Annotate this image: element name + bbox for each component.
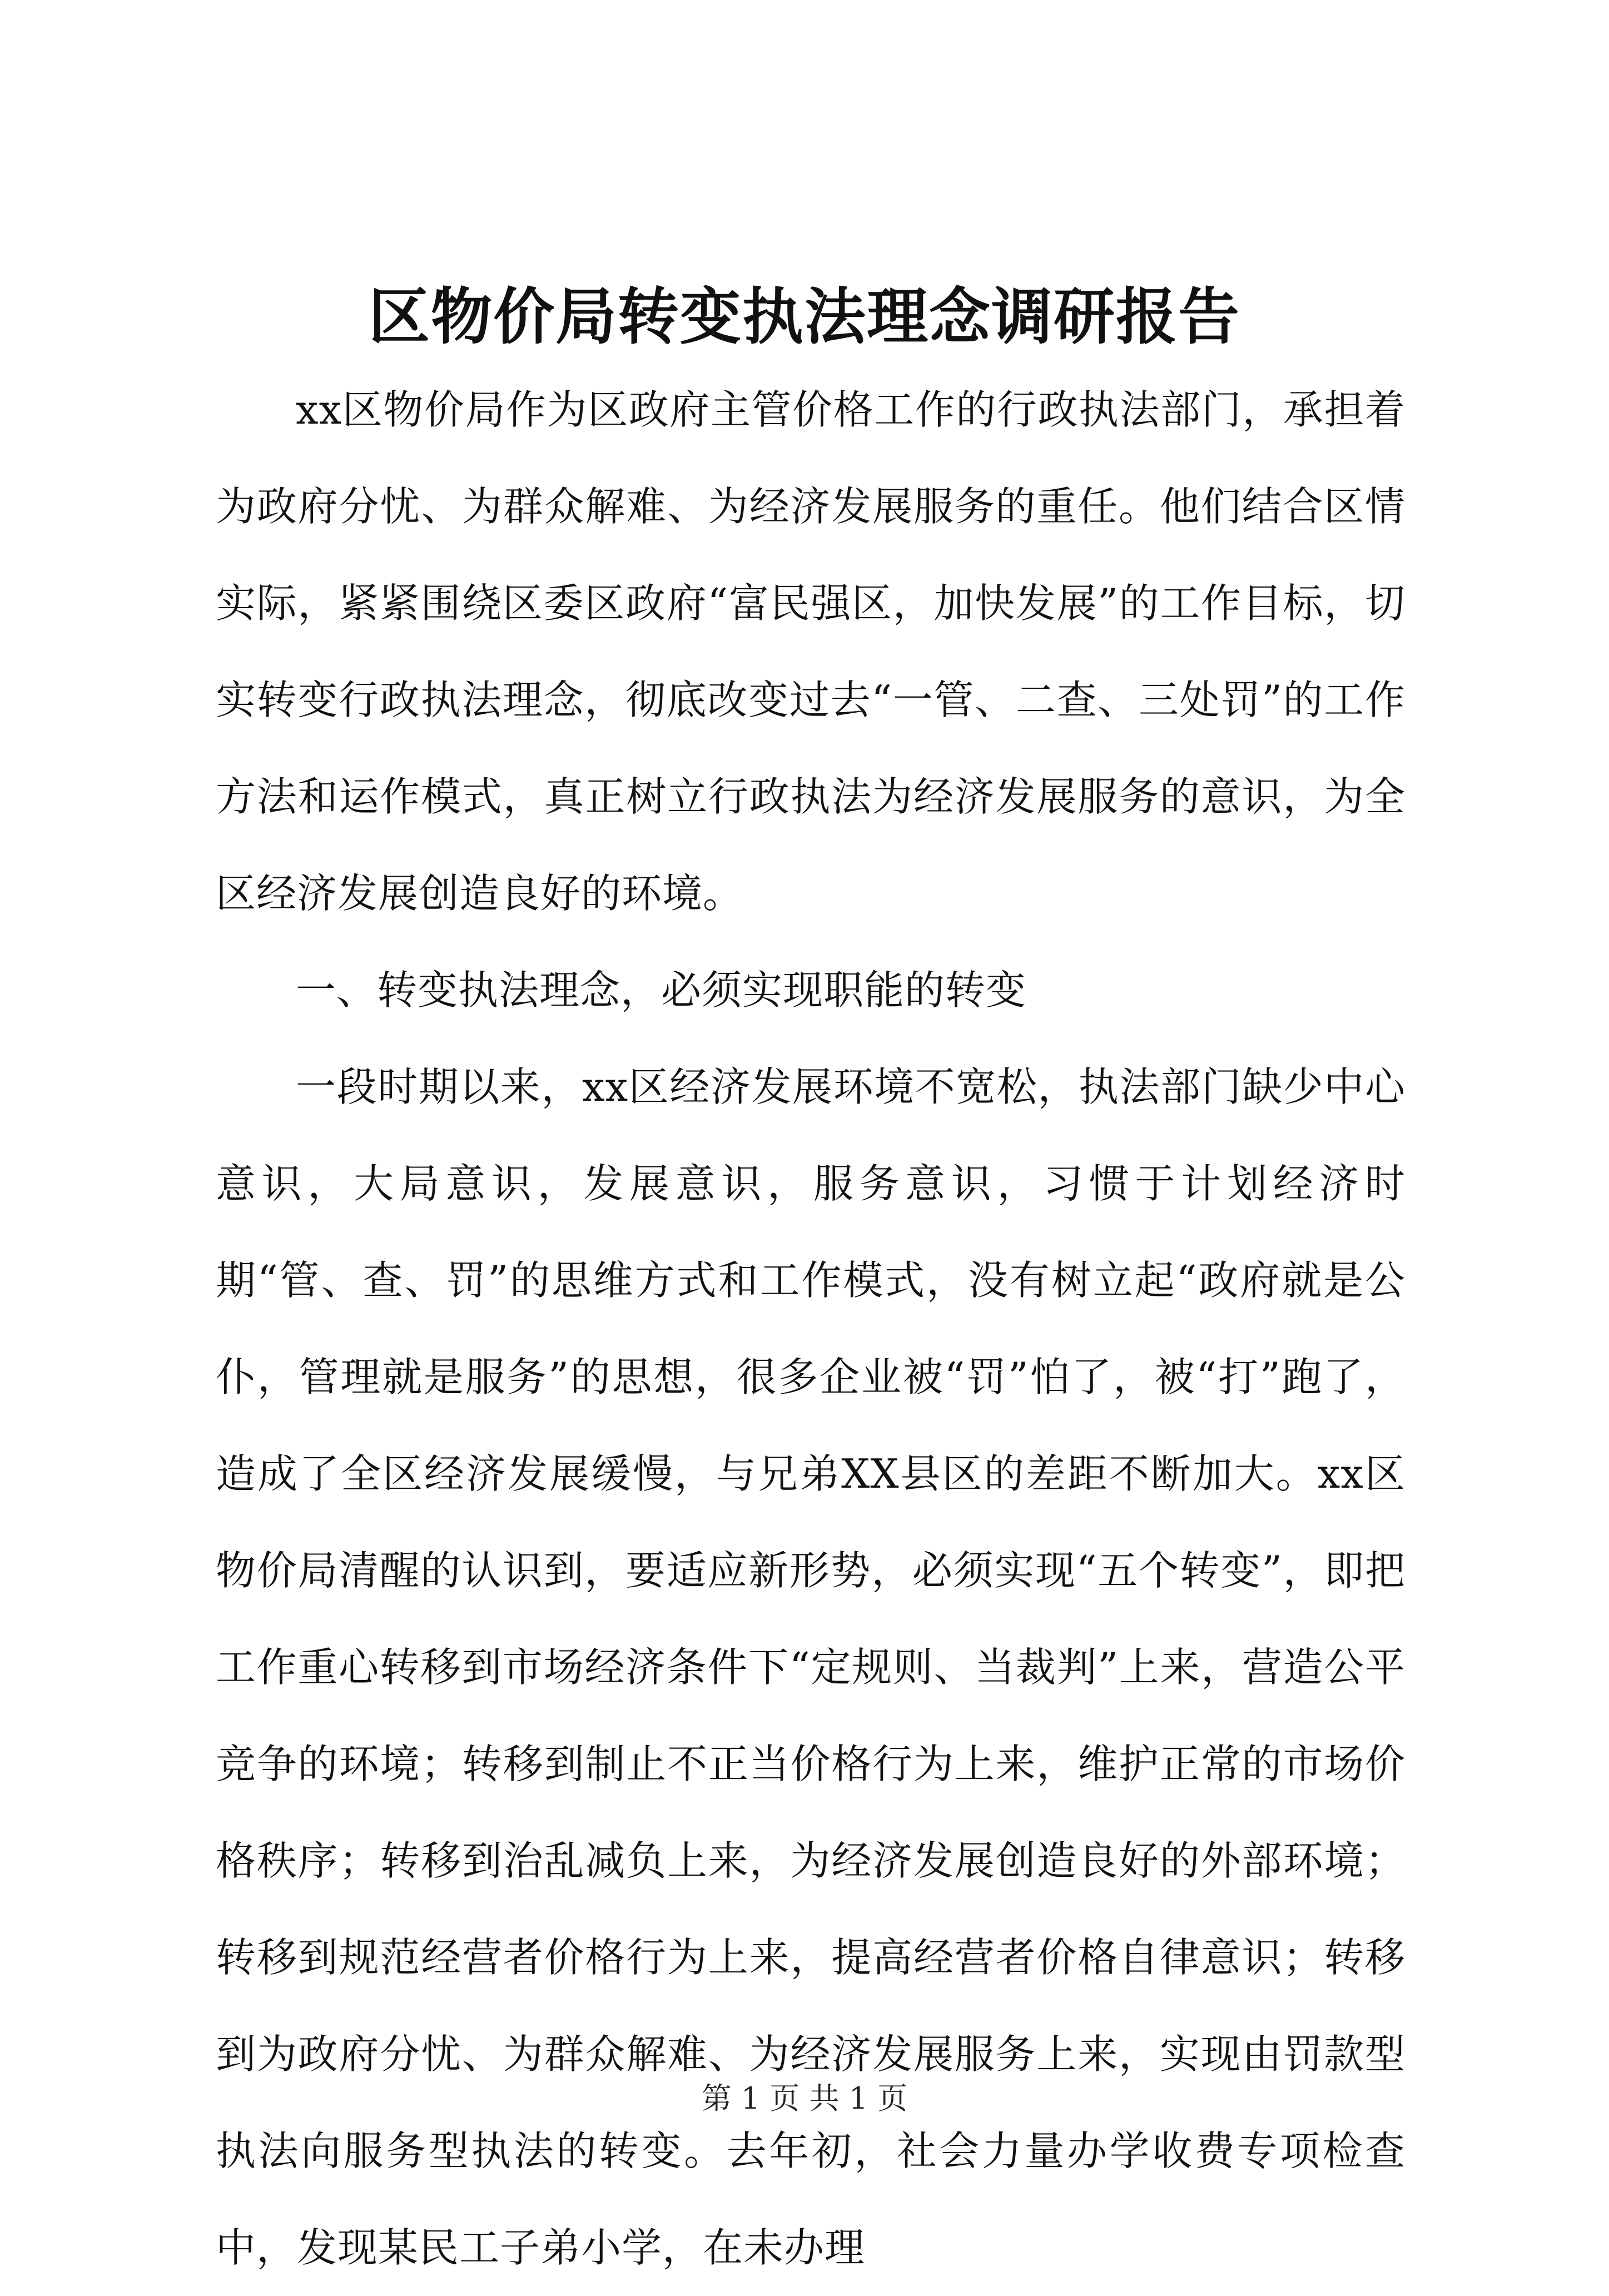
section-1-paragraph: 一段时期以来，xx区经济发展环境不宽松，执法部门缺少中心意识，大局意识，发展意识，服务意识，习惯于计划经济时期“管、查、罚”的思维方式和工作模式，没有树立起“政府就是公仆，管理就是服务”的思想，很多企业被“罚”怕了，被“打”跑了，造成了全区经济发展缓慢，与兄弟XX县区的差距不断加大。xx区物价局清醒的认识到，要适应新形势，必须实现“五个转变”，即把工作重心转移到市场经济条件下“定规则、当裁判”上来，营造公平竞争的环境；转移到制止不正当价格行为上来，维护正常的市场价格秩序；转移到治乱减负上来，为经济发展创造良好的外部环境；转移到规范经营者价格行为上来，提高经营者价格自律意识；转移到为政府分忧、为群众解难、为经济发展服务上来，实现由罚款型执法向服务型执法的转变。去年初，社会力量办学收费专项检查中，发现某民工子弟小学，在未办理 (216, 1063, 1406, 2271)
document-title: 区物价局转变执法理念调研报告 (369, 281, 1240, 352)
document-body (216, 361, 1406, 2296)
section-heading-1: 一、转变执法理念，必须实现职能的转变 (296, 967, 1027, 1013)
intro-paragraph: xx区物价局作为区政府主管价格工作的行政执法部门，承担着为政府分忧、为群众解难、为经济发展服务的重任。他们结合区情实际，紧紧围绕区委区政府“富民强区，加快发展”的工作目标，切实转变行政执法理念，彻底改变过去“一管、二查、三处罚”的工作方法和运作模式，真正树立行政执法为经济发展服务的意识，为全区经济发展创造良好的环境。 (216, 386, 1406, 917)
page-footer: 第 1 页 共 1 页 (701, 2081, 908, 2116)
